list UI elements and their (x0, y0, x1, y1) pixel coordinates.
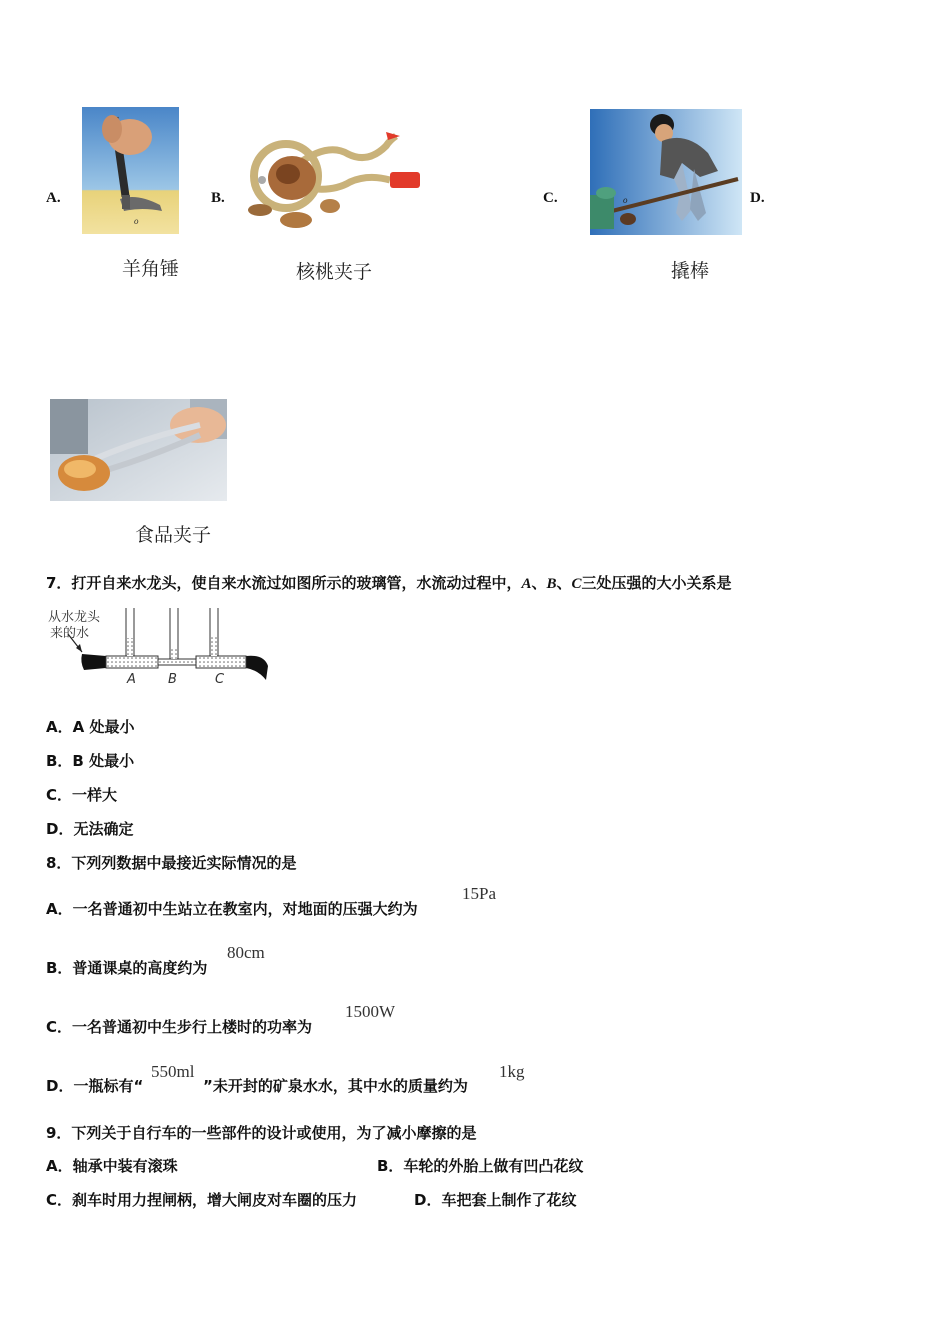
q7-option-a: A．A 处最小 (46, 718, 135, 736)
option-letter-b: B. (211, 190, 225, 206)
q8-option-b: B．普通课桌的高度约为 (46, 959, 208, 977)
hammer-image (82, 107, 179, 234)
q7-option-c: C．一样大 (46, 786, 118, 804)
q7-option-d: D．无法确定 (46, 820, 134, 838)
q8-option-d-value2: 1kg (499, 1062, 525, 1081)
q9-option-d: D．车把套上制作了花纹 (414, 1191, 577, 1209)
question-7-stem: 7．打开自来水龙头，使自来水流过如图所示的玻璃管，水流动过程中，A、B、C三处压强的大小关系是 (46, 574, 732, 592)
q8-option-d-prefix: D．一瓶标有“ (46, 1077, 144, 1095)
q7-option-b: B．B 处最小 (46, 752, 135, 770)
question-9-stem: 9．下列关于自行车的一些部件的设计或使用，为了减小摩擦的是 (46, 1124, 477, 1142)
figure-label-line1: 从水龙头 (48, 610, 101, 625)
glass-tube-figure (46, 604, 272, 690)
q8-option-d-value1: 550ml (151, 1062, 195, 1081)
nutcracker-image (238, 124, 424, 236)
option-letter-d: D. (750, 190, 765, 206)
crowbar-image (590, 109, 742, 235)
option-letter-c: C. (543, 190, 558, 206)
caption-food-tongs: 食品夹子 (135, 524, 212, 546)
q8-option-d-mid: ”未开封的矿泉水水，其中水的质量约为 (203, 1077, 468, 1095)
q8-option-c: C．一名普通初中生步行上楼时的功率为 (46, 1018, 313, 1036)
q8-option-a-value: 15Pa (462, 884, 496, 903)
pivot-label-c: o (623, 195, 628, 205)
q8-option-c-value: 1500W (345, 1002, 396, 1021)
question-8-stem: 8．下列列数据中最接近实际情况的是 (46, 854, 297, 872)
q9-option-b: B．车轮的外胎上做有凹凸花纹 (377, 1157, 584, 1175)
q8-option-a: A．一名普通初中生站立在教室内，对地面的压强大约为 (46, 900, 418, 918)
q9-option-c: C．刹车时用力捏闸柄，增大闸皮对车圈的压力 (46, 1191, 358, 1209)
q9-option-a: A．轴承中装有滚珠 (46, 1157, 178, 1175)
pivot-label: o (134, 216, 139, 226)
option-letter-a: A. (46, 190, 61, 206)
caption-hammer: 羊角锤 (122, 258, 180, 280)
food-tongs-image (50, 399, 227, 501)
figure-point-b: B (168, 672, 177, 687)
figure-point-a: A (127, 672, 136, 687)
caption-nutcracker: 核桃夹子 (296, 261, 373, 283)
figure-point-c: C (215, 672, 225, 687)
q8-option-b-value: 80cm (227, 943, 265, 962)
caption-crowbar: 撬棒 (671, 260, 710, 282)
figure-label-line2: 来的水 (50, 626, 90, 641)
